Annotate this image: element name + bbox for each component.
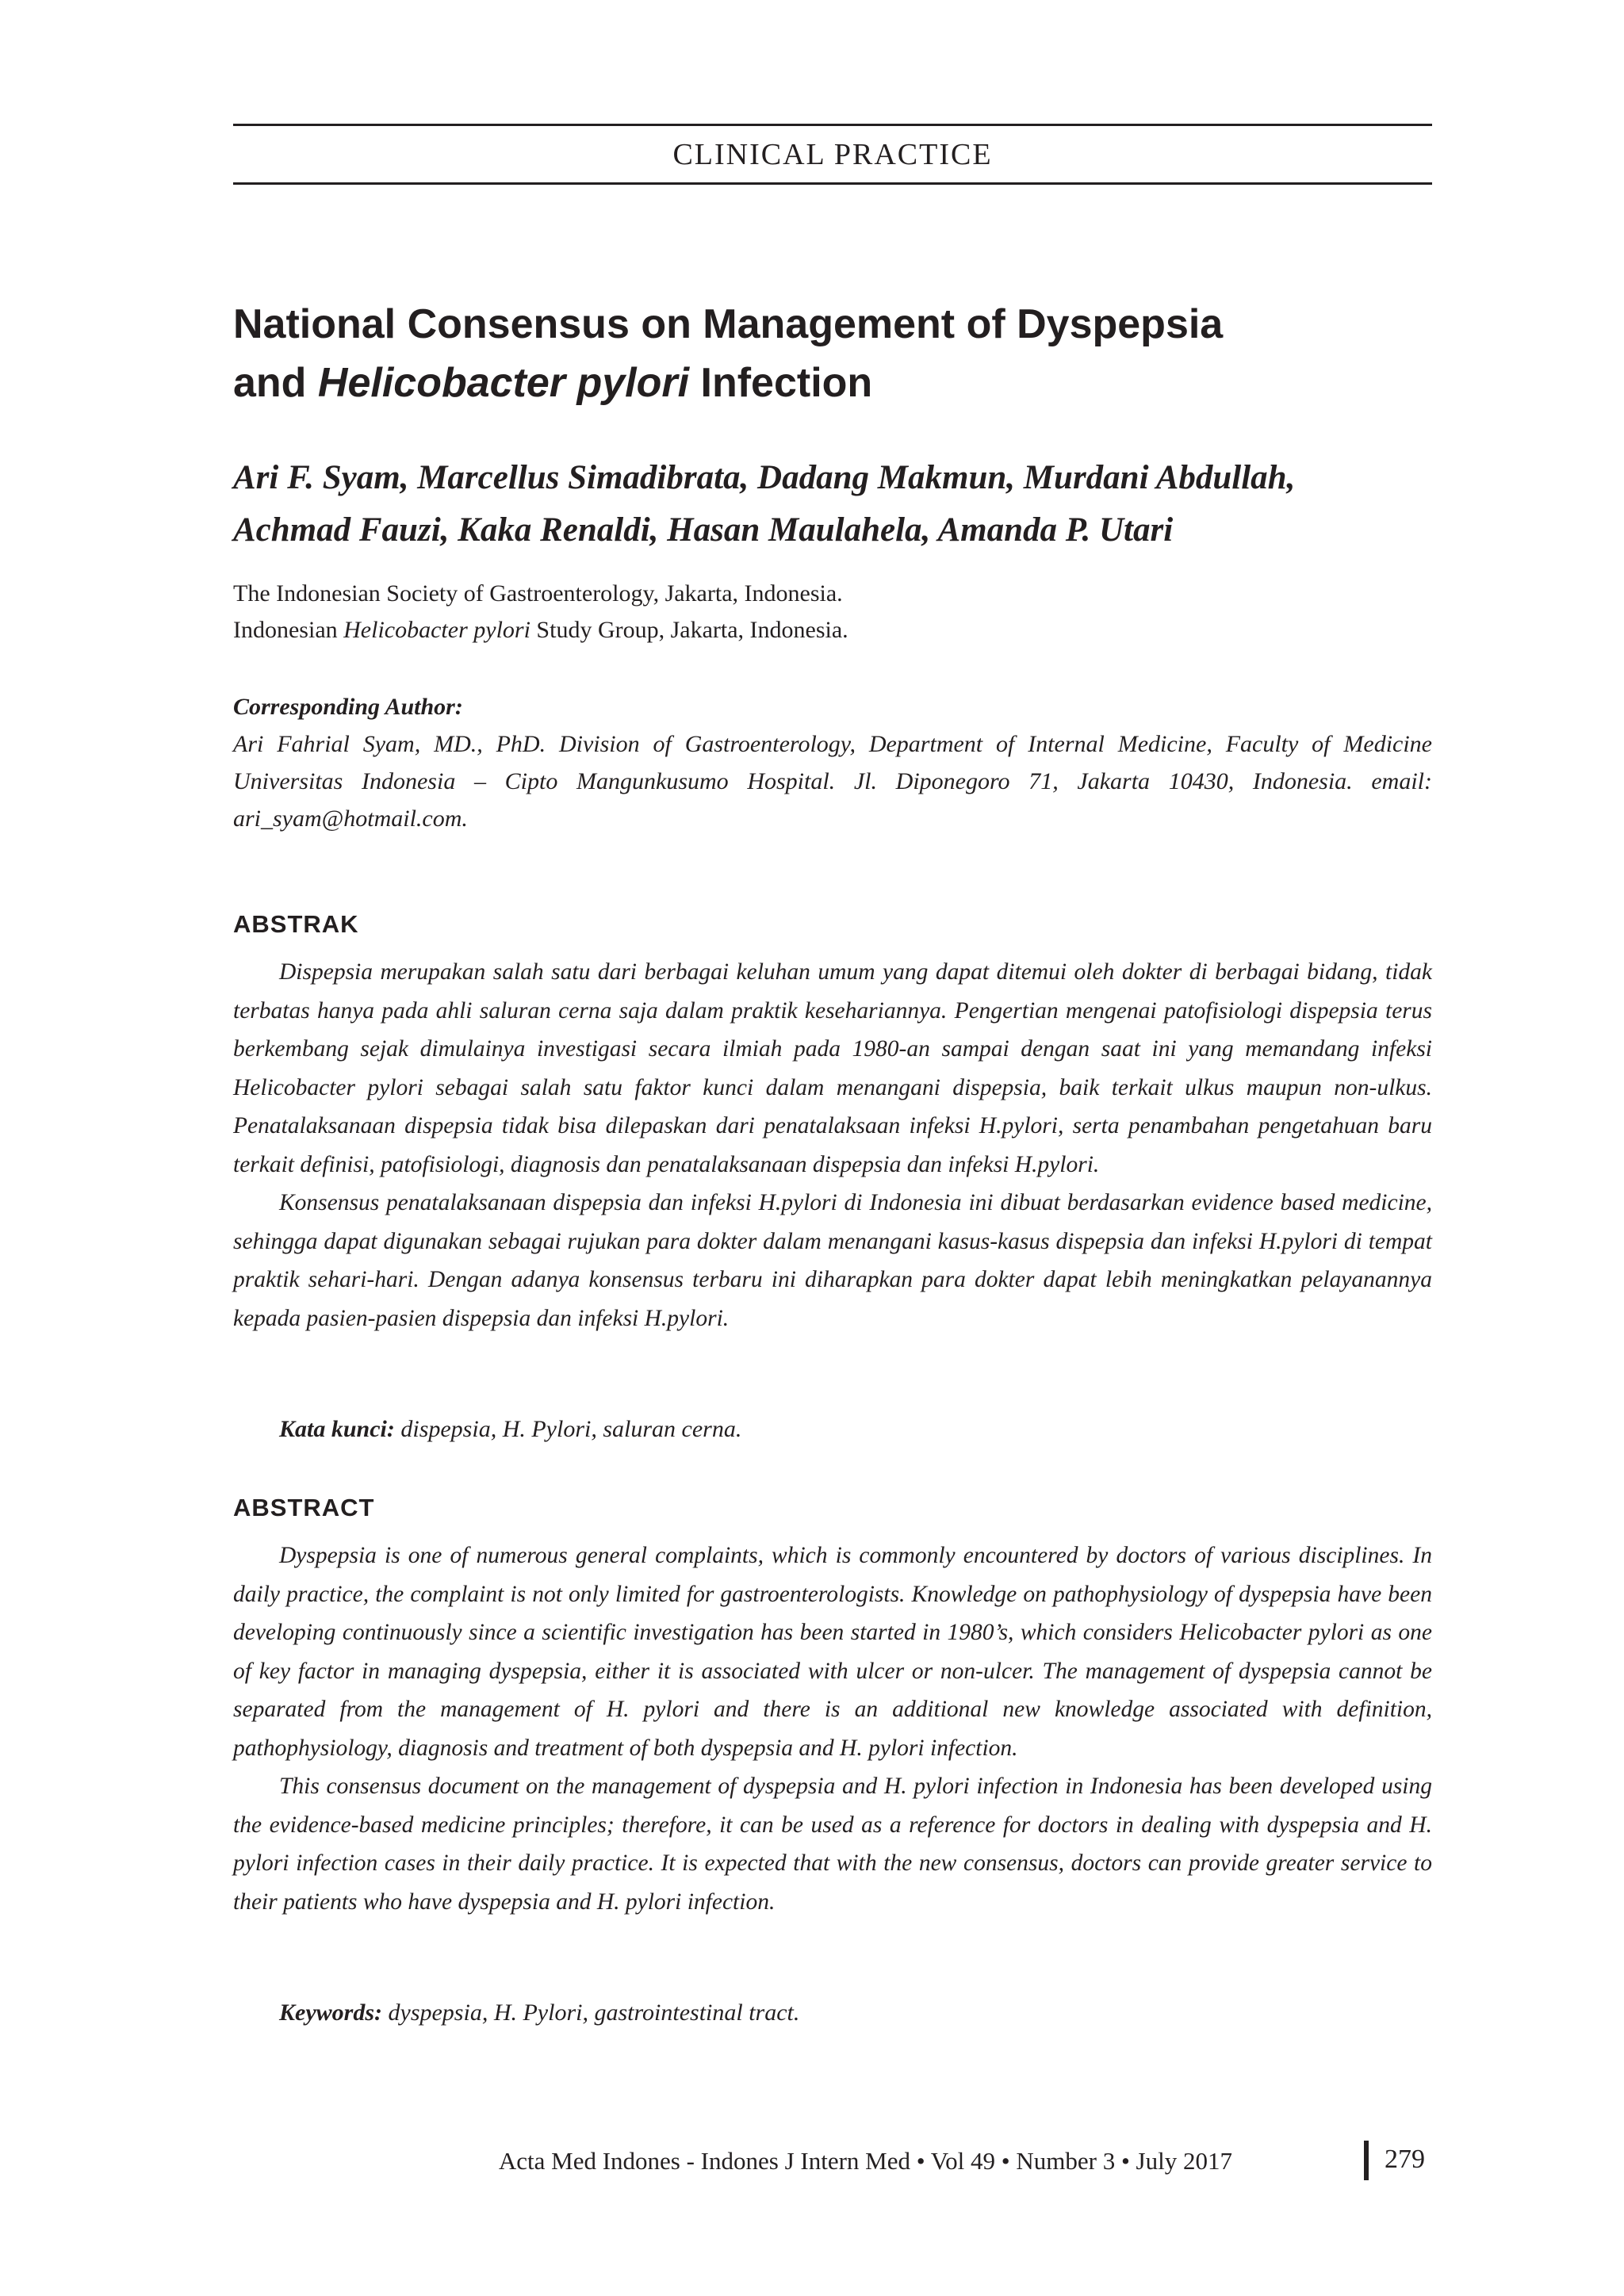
abstrak-body <box>233 953 1432 1337</box>
affiliation-2 <box>233 612 1432 649</box>
header-rule-top <box>233 124 1432 126</box>
corresponding-author <box>233 688 1432 837</box>
corresponding-author-label: Corresponding Author: <box>233 694 463 720</box>
affiliations <box>233 576 1432 649</box>
title-and: and <box>233 360 318 406</box>
abstract-paragraph-2: This consensus document on the management of dyspepsia and H. pylori infection in Indonesia has been developed using the evidence-based medicine principles; therefore, it can be used as a reference for doctors in dealing with dyspepsia and H. pylori infection cases in their daily practice. It is expected that with the new consensus, doctors can provide greater service to their patients who have dyspepsia and H. pylori infection. <box>233 1774 1432 1915</box>
kata-kunci-values: dispepsia, H. Pylori, saluran cerna. <box>394 1416 742 1442</box>
keywords-label: Keywords: <box>279 1999 382 2026</box>
abstract-body <box>233 1536 1432 1921</box>
authors-line-2: Achmad Fauzi, Kaka Renaldi, Hasan Maulahela, Amanda P. Utari <box>233 511 1174 549</box>
authors-line-1: Ari F. Syam, Marcellus Simadibrata, Dadang Makmun, Murdani Abdullah, <box>233 459 1296 496</box>
keywords-values: dyspepsia, H. Pylori, gastrointestinal tract. <box>382 1999 800 2026</box>
abstrak-heading: ABSTRAK <box>233 910 359 938</box>
abstract-heading: ABSTRACT <box>233 1494 375 1521</box>
header-rule-bottom <box>233 182 1432 185</box>
title-line-1: National Consensus on Management of Dyspepsia <box>233 301 1224 347</box>
affiliation-2-species: Helicobacter pylori <box>343 617 530 643</box>
abstract-paragraph-1: Dyspepsia is one of numerous general complaints, which is commonly encountered by doctors of various disciplines. In daily practice, the complaint is not only limited for gastroenterologists. Knowledge on pathophysiology of dyspepsia have been developing continuously since a scientific investigation has been started in 1980’s, which considers Helicobacter pylori as one of key factor in managing dyspepsia, either it is associated with ulcer or non-ulcer. The management of dyspepsia cannot be separated from the management of H. pylori and there is an additional new knowledge associated with definition, pathophysiology, diagnosis and treatment of both dyspepsia and H. pylori infection. <box>233 1543 1432 1761</box>
journal-citation: Acta Med Indones - Indones J Intern Med • Vol 49 • Number 3 • July 2017 <box>498 2147 1232 2175</box>
kata-kunci <box>279 1411 741 1448</box>
page-number: 279 <box>1385 2145 1425 2174</box>
abstrak-paragraph-2: Konsensus penatalaksanaan dispepsia dan infeksi H.pylori di Indonesia ini dibuat berdasarkan evidence based medicine, sehingga dapat digunakan sebagai rujukan para dokter dalam menangani kasus-kasus dispepsia dan infeksi H.pylori di tempat praktik sehari-hari. Dengan adanya konsensus terbaru ini diharapkan para dokter dapat lebih meningkatkan pelayanannya kepada pasien-pasien dispepsia dan infeksi H.pylori. <box>233 1190 1432 1331</box>
affiliation-1: The Indonesian Society of Gastroenterology, Jakarta, Indonesia. <box>233 580 843 607</box>
title-species-name: Helicobacter pylori <box>317 360 690 406</box>
title-rest: Infection <box>689 360 873 406</box>
keywords <box>279 1995 799 2031</box>
affiliation-2-post: Study Group, Jakarta, Indonesia. <box>530 617 848 643</box>
affiliation-2-pre: Indonesian <box>233 617 344 643</box>
article-title <box>233 295 1432 412</box>
footer-divider <box>1364 2141 1369 2180</box>
author-list <box>233 452 1432 557</box>
kata-kunci-label: Kata kunci: <box>279 1416 395 1442</box>
corresponding-author-details: Ari Fahrial Syam, MD., PhD. Division of Gastroenterology, Department of Internal Medicine, Faculty of Medicine Universitas Indonesia – Cipto Mangunkusumo Hospital. Jl. Diponegoro 71, Jakarta 10430, Indonesia. email: ari_syam@hotmail.com. <box>233 731 1432 832</box>
section-label: CLINICAL PRACTICE <box>672 138 993 171</box>
abstrak-paragraph-1: Dispepsia merupakan salah satu dari berbagai keluhan umum yang dapat ditemui oleh dokter di berbagai bidang, tidak terbatas hanya pada ahli saluran cerna saja dalam praktik kesehariannya. Pengertian mengenai patofisiologi dispepsia terus berkembang sejak dimulainya investigasi secara ilmiah pada 1980-an sampai dengan saat ini yang memandang infeksi Helicobacter pylori sebagai salah satu faktor kunci dalam menangani dispepsia, baik terkait ulkus maupun non-ulkus. Penatalaksanaan dispepsia tidak bisa dilepaskan dari penatalaksaan infeksi H.pylori, serta penambahan pengetahuan baru terkait definisi, patofisiologi, diagnosis dan penatalaksanaan dispepsia dan infeksi H.pylori. <box>233 959 1432 1177</box>
